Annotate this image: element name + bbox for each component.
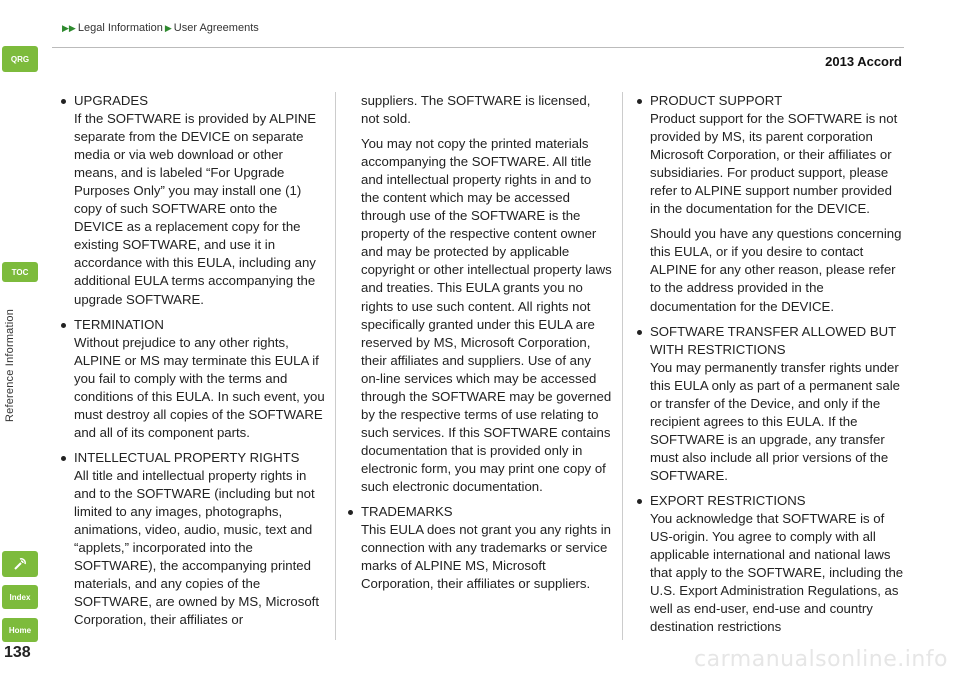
- header-rule: [52, 47, 904, 48]
- breadcrumb-arrow-icon: ▶▶: [62, 22, 76, 33]
- section-ip-rights: [60, 449, 326, 629]
- section-title: SOFTWARE TRANSFER ALLOWED BUT WITH RESTRICTIONS: [636, 323, 904, 359]
- toc-tab[interactable]: TOC: [2, 262, 38, 282]
- section-text: Should you have any questions concerning this EULA, or if you desire to contact ALPINE for any other reason, please refer to the address provided in the documentation for the DEVICE.: [650, 226, 902, 314]
- model-label: 2013 Accord: [825, 54, 902, 69]
- continued-text: suppliers. The SOFTWARE is licensed, not sold.: [361, 93, 591, 127]
- column-2: [347, 92, 612, 600]
- section-upgrades: [60, 92, 326, 309]
- section-text: This EULA does not grant you any rights in connection with any trademarks or service marks of ALPINE MS, Microsoft Corporation, their affiliates or suppliers.: [361, 522, 611, 592]
- watermark: carmanualsonline.info: [694, 647, 948, 672]
- section-title: INTELLECTUAL PROPERTY RIGHTS: [60, 449, 326, 467]
- index-tab[interactable]: Index: [2, 585, 38, 609]
- section-title: TERMINATION: [60, 316, 326, 334]
- qrg-tab[interactable]: QRG: [2, 46, 38, 72]
- breadcrumb-arrow-icon: ▶: [164, 22, 172, 33]
- section-termination: [60, 316, 326, 442]
- section-title: PRODUCT SUPPORT: [636, 92, 904, 110]
- section-text: If the SOFTWARE is provided by ALPINE separate from the DEVICE on separate media or via web download or other means, and is labeled “For Upgrade Purposes Only” you may install one (1) copy of such SOFTWARE onto the DEVICE as a replacement copy for the existing SOFTWARE, and use it in accordance with this EULA, including any additional EULA terms accompanying the upgrade SOFTWARE.: [74, 111, 317, 307]
- column-1: [60, 92, 326, 636]
- section-title: TRADEMARKS: [347, 503, 612, 521]
- section-text: Product support for the SOFTWARE is not provided by MS, its parent corporation Microsoft Corporation, or their affiliates or subsidiaries. For product support, please refer to ALPINE support number provided in the documentation for the DEVICE.: [650, 111, 898, 217]
- section-title: UPGRADES: [60, 92, 326, 110]
- section-software-transfer: [636, 323, 904, 485]
- section-text: All title and intellectual property rights in and to the SOFTWARE (including but not limited to any images, photographs, animations, video, audio, music, text and “applets,” incorporated into the SOFTWARE), the accompanying printed materials, and any copies of the SOFTWARE, are owned by MS, Microsoft Corporation, their affiliates or: [74, 467, 320, 628]
- section-label: Reference Information: [4, 308, 16, 422]
- breadcrumb-item-user-agreements[interactable]: User Agreements: [173, 22, 259, 34]
- section-title: EXPORT RESTRICTIONS: [636, 492, 904, 510]
- voice-command-icon: [12, 556, 28, 572]
- column-divider: [622, 92, 623, 640]
- section-trademarks: [347, 503, 612, 593]
- sidebar: [0, 0, 40, 678]
- page-number: 138: [4, 644, 31, 661]
- section-text: You acknowledge that SOFTWARE is of US-origin. You agree to comply with all applicable international and national laws that apply to the SOFTWARE, including the U.S. Export Administration Regulations, as well as end-user, end-use and country destination restrictions: [650, 511, 904, 635]
- section-text: Without prejudice to any other rights, ALPINE or MS may terminate this EULA if you fail to comply with the terms and conditions of this EULA. In such event, you must destroy all copies of the SOFTWARE and all of its component parts.: [74, 334, 325, 440]
- continued-text: You may not copy the printed materials accompanying the SOFTWARE. All title and intellectual property rights in and to the content which may be accessed through use of the SOFTWARE is the property of the respective content owner and may be protected by applicable copyright or other intellectual property laws and treaties. This EULA grants you no rights to use such content. All rights not specifically granted under this EULA are reserved by MS, Microsoft Corporation, their affiliates and suppliers. Use of any on-line services which may be accessed through the SOFTWARE may be governed by the respective terms of use relating to such services. If this SOFTWARE contains documentation that is provided only in electronic form, you may print one copy of such electronic documentation.: [361, 136, 612, 494]
- breadcrumb: [62, 22, 259, 34]
- home-tab[interactable]: Home: [2, 618, 38, 642]
- column-divider: [335, 92, 336, 640]
- section-export-restrictions: [636, 492, 904, 636]
- section-text: You may permanently transfer rights under this EULA only as part of a permanent sale or transfer of the Device, and only if the recipient agrees to this EULA. If the SOFTWARE is an upgrade, any transfer must also include all prior versions of the SOFTWARE.: [650, 359, 900, 483]
- breadcrumb-item-legal[interactable]: Legal Information: [77, 22, 163, 34]
- voice-command-tab[interactable]: [2, 551, 38, 577]
- column-3: [636, 92, 904, 643]
- section-product-support: [636, 92, 904, 316]
